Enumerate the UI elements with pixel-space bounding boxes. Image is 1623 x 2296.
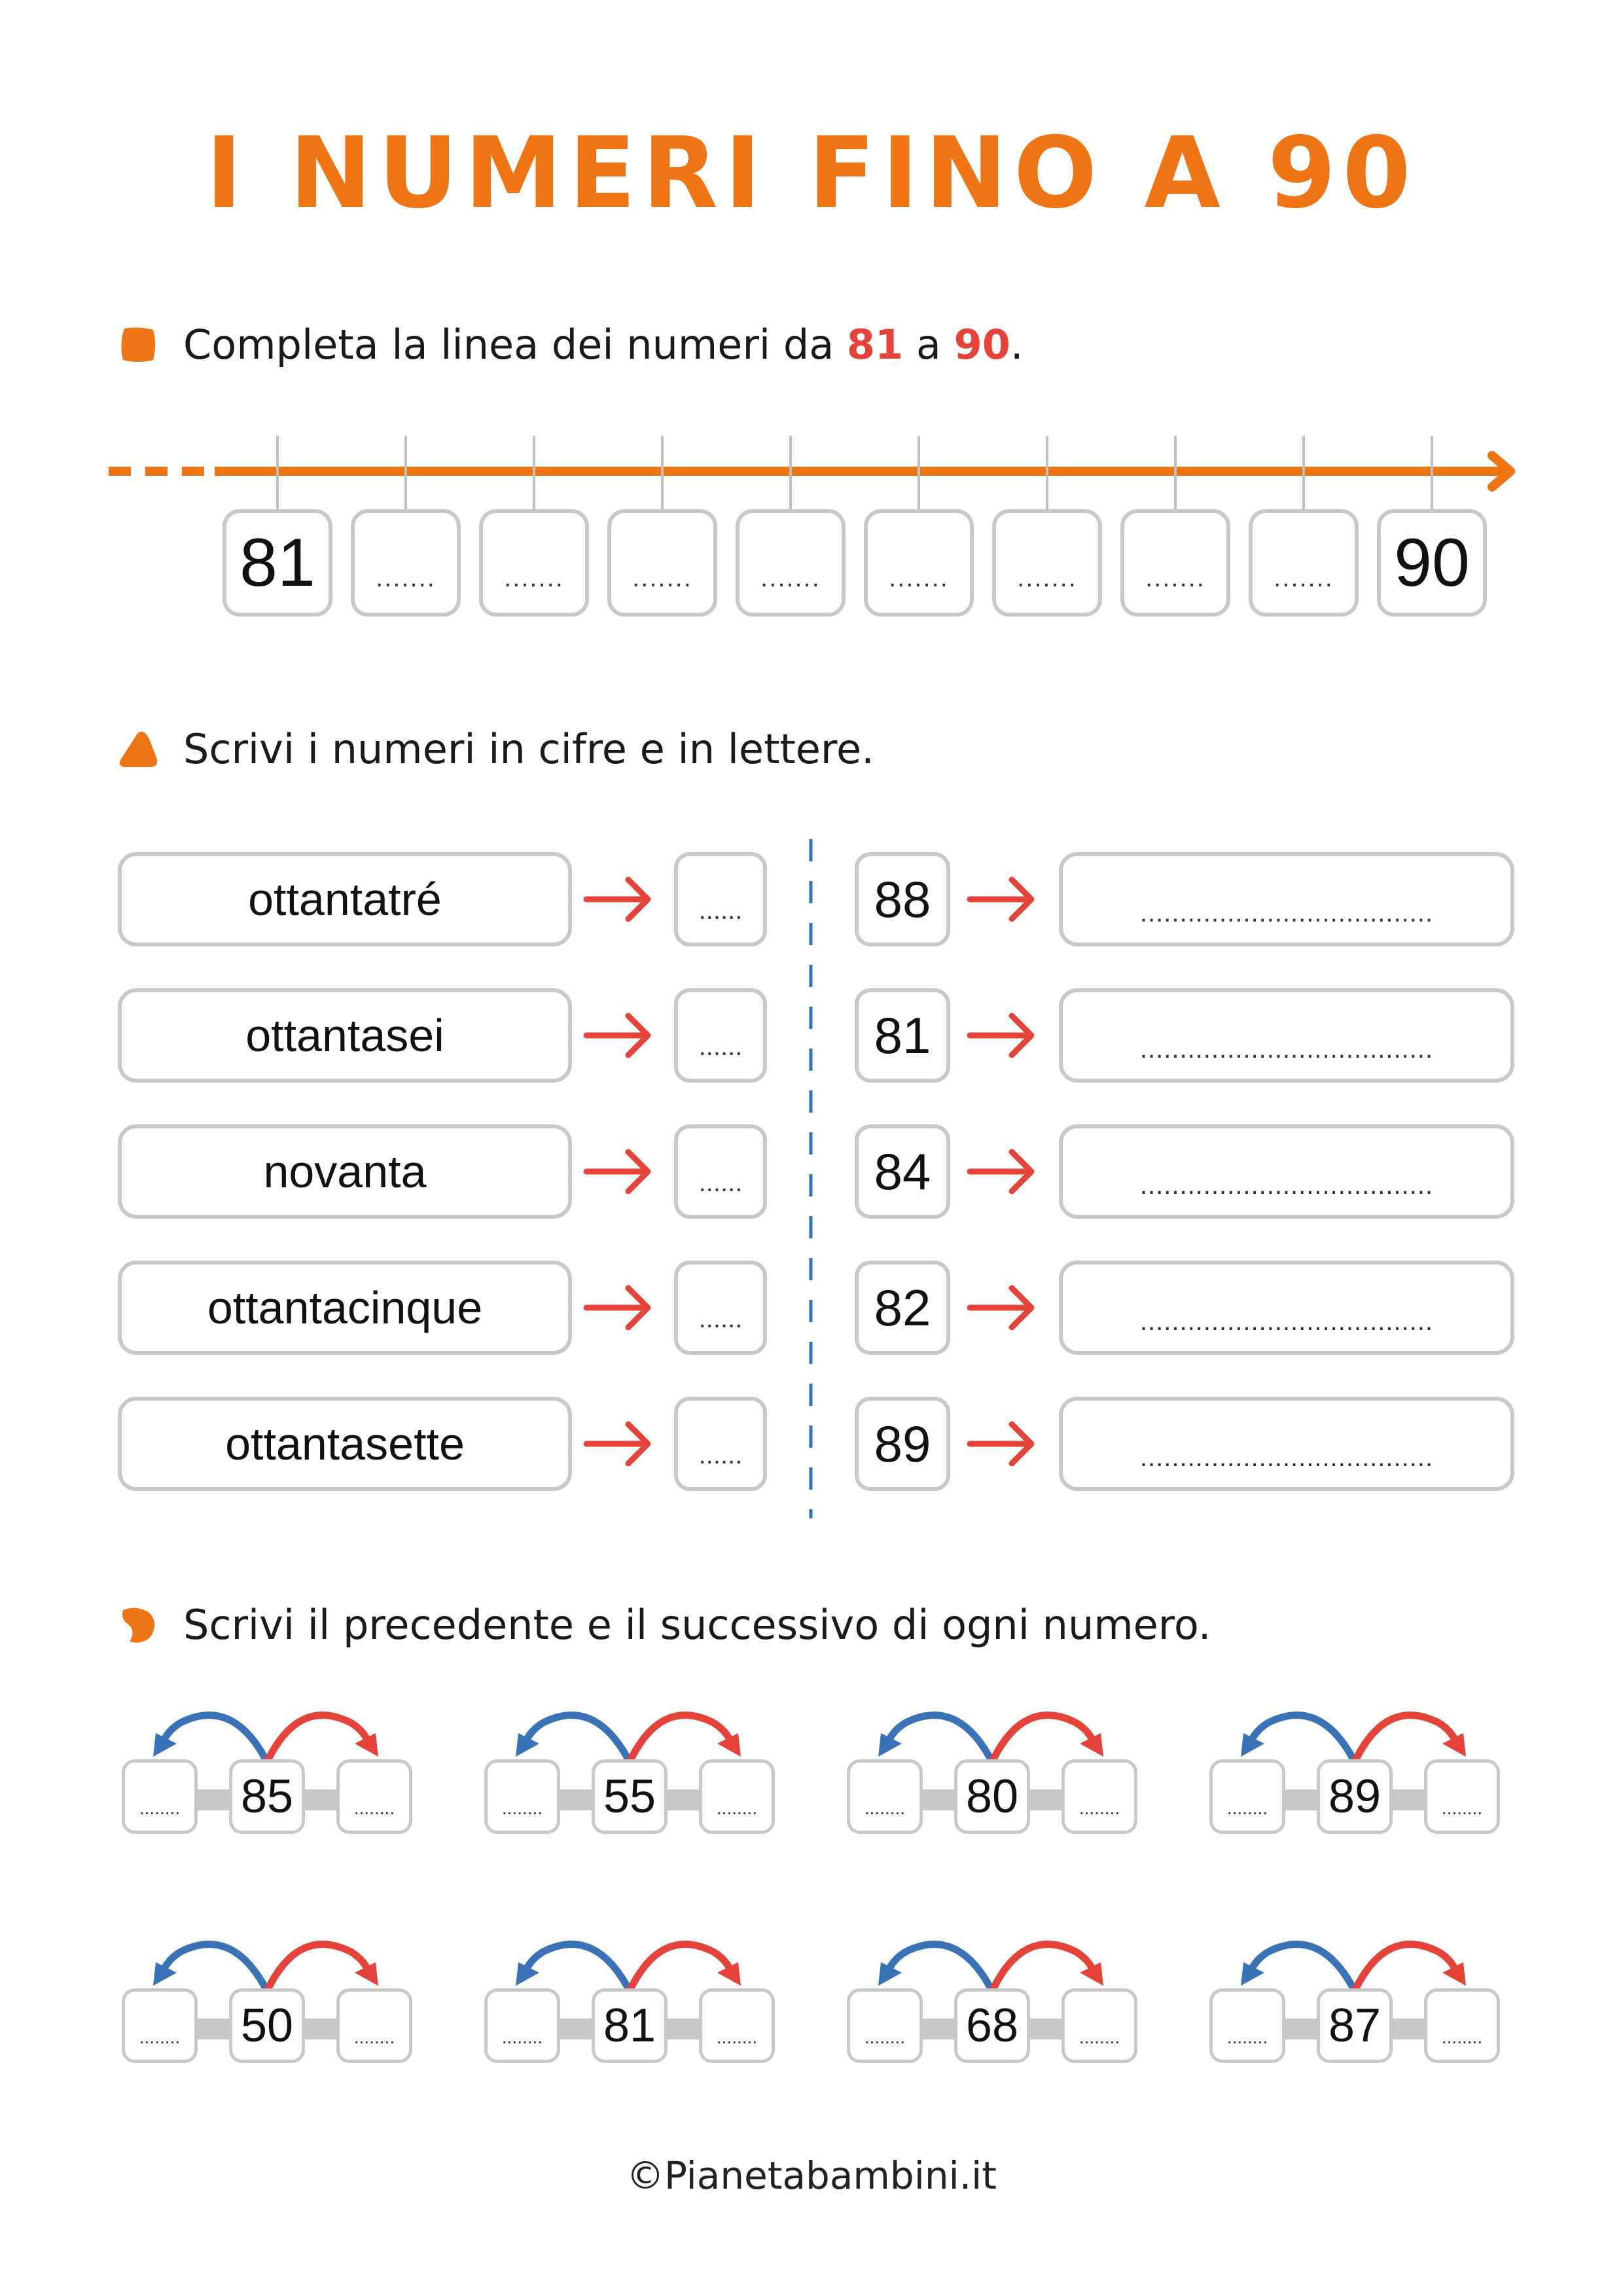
instruction-1 (118, 321, 1024, 368)
back-arc-icon (1250, 1715, 1355, 1762)
neighbor-arcs (847, 1912, 1135, 1998)
range-start: 81 (846, 321, 904, 368)
given-number-box: 81 (592, 1988, 668, 2063)
column-divider (809, 839, 813, 1518)
neighbor-exercise (122, 1912, 410, 2083)
number-word-box: ottantacinque (118, 1261, 572, 1355)
next-answer-box[interactable]: ........ (1061, 1988, 1137, 2063)
neighbor-arcs (484, 1683, 772, 1768)
number-line-answer-box[interactable]: ....... (351, 509, 461, 617)
given-number-box: 89 (1317, 1759, 1393, 1834)
word-answer-box[interactable]: ..................................... (1059, 1261, 1514, 1355)
forward-arc-icon (267, 1945, 369, 1991)
word-answer-box[interactable]: ..................................... (1059, 1397, 1514, 1491)
next-answer-box[interactable]: ........ (1424, 1988, 1500, 2063)
arrow-right-icon (966, 873, 1038, 925)
back-arc-icon (1250, 1945, 1355, 1991)
neighbor-exercise (1209, 1912, 1497, 2083)
number-digit-box: 81 (855, 988, 950, 1083)
neighbor-exercise (847, 1912, 1135, 2083)
number-line-answer-box[interactable]: ....... (607, 509, 717, 617)
neighbor-arcs (122, 1912, 410, 1998)
next-answer-box[interactable]: ........ (1424, 1759, 1500, 1834)
digit-answer-box[interactable]: ...... (674, 1261, 767, 1355)
previous-answer-box[interactable]: ........ (484, 1988, 560, 2063)
back-arc-icon (887, 1945, 992, 1991)
arrow-right-icon (582, 1282, 654, 1334)
next-answer-box[interactable]: ........ (336, 1988, 412, 2063)
previous-answer-box[interactable]: ........ (1209, 1759, 1285, 1834)
previous-answer-box[interactable]: ........ (122, 1759, 198, 1834)
given-number-box: 68 (954, 1988, 1030, 2063)
instruction-2-text: Scrivi i numeri in cifre e in lettere. (183, 725, 874, 773)
square-bullet-icon (118, 325, 158, 365)
next-answer-box[interactable]: ........ (699, 1759, 775, 1834)
arrow-right-icon (582, 1418, 654, 1470)
forward-arc-icon (267, 1715, 369, 1762)
number-digit-box: 89 (855, 1397, 950, 1491)
arrow-right-icon (582, 1009, 654, 1062)
triangle-bullet-icon (118, 729, 158, 770)
arrow-right-icon (582, 1145, 654, 1198)
previous-answer-box[interactable]: ........ (847, 1759, 923, 1834)
arrow-right-icon (966, 1145, 1038, 1198)
number-digit-box: 84 (855, 1124, 950, 1219)
forward-arc-icon (992, 1715, 1094, 1762)
number-line-box: 81 (223, 509, 332, 617)
next-answer-box[interactable]: ........ (336, 1759, 412, 1834)
given-number-box: 85 (229, 1759, 305, 1834)
number-line-answer-box[interactable]: ....... (864, 509, 974, 617)
given-number-box: 87 (1317, 1988, 1393, 2063)
number-digit-box: 88 (855, 852, 950, 946)
digit-answer-box[interactable]: ...... (674, 852, 767, 946)
next-answer-box[interactable]: ........ (699, 1988, 775, 2063)
range-end: 90 (954, 321, 1010, 368)
given-number-box: 80 (954, 1759, 1030, 1834)
neighbor-exercise (484, 1683, 772, 1854)
neighbor-arcs (1209, 1683, 1497, 1768)
digit-answer-box[interactable]: ...... (674, 1397, 767, 1491)
forward-arc-icon (1355, 1945, 1457, 1991)
back-arc-icon (162, 1945, 267, 1991)
round-bullet-icon (118, 1605, 158, 1645)
number-word-box: ottantatré (118, 852, 572, 946)
neighbor-exercise (484, 1912, 772, 2083)
neighbor-exercise (1209, 1683, 1497, 1854)
back-arc-icon (887, 1715, 992, 1762)
arrow-right-icon (966, 1009, 1038, 1062)
arrow-right-icon (966, 1418, 1038, 1470)
instruction-3 (118, 1601, 1211, 1649)
page-title: I NUMERI FINO A 90 (205, 117, 1418, 230)
neighbor-arcs (847, 1683, 1135, 1768)
number-line-answer-box[interactable]: ....... (1249, 509, 1359, 617)
forward-arc-icon (630, 1945, 732, 1991)
number-line (105, 419, 1531, 628)
number-digit-box: 82 (855, 1261, 950, 1355)
back-arc-icon (525, 1715, 630, 1762)
word-answer-box[interactable]: ..................................... (1059, 852, 1514, 946)
back-arc-icon (162, 1715, 267, 1762)
neighbor-arcs (484, 1912, 772, 1998)
footer-credit: ©Pianetabambini.it (626, 2153, 997, 2198)
neighbor-arcs (1209, 1912, 1497, 1998)
number-line-axis (105, 419, 1531, 511)
number-line-answer-box[interactable]: ....... (736, 509, 846, 617)
back-arc-icon (525, 1945, 630, 1991)
number-word-box: ottantasei (118, 988, 572, 1083)
previous-answer-box[interactable]: ........ (1209, 1988, 1285, 2063)
number-word-box: ottantasette (118, 1397, 572, 1491)
previous-answer-box[interactable]: ........ (122, 1988, 198, 2063)
forward-arc-icon (630, 1715, 732, 1762)
given-number-box: 50 (229, 1988, 305, 2063)
instruction-2 (118, 725, 874, 773)
instruction-1-text: Completa la linea dei numeri da 81 a 90. (183, 321, 1024, 368)
previous-answer-box[interactable]: ........ (484, 1759, 560, 1834)
number-word-box: novanta (118, 1124, 572, 1219)
instruction-3-text: Scrivi il precedente e il successivo di ogni numero. (183, 1601, 1211, 1649)
digit-answer-box[interactable]: ...... (674, 988, 767, 1083)
neighbor-exercise (847, 1683, 1135, 1854)
next-answer-box[interactable]: ........ (1061, 1759, 1137, 1834)
arrow-right-icon (582, 873, 654, 925)
given-number-box: 55 (592, 1759, 668, 1834)
number-line-answer-box[interactable]: ....... (479, 509, 589, 617)
previous-answer-box[interactable]: ........ (847, 1988, 923, 2063)
neighbor-arcs (122, 1683, 410, 1768)
digit-answer-box[interactable]: ...... (674, 1124, 767, 1219)
word-answer-box[interactable]: ..................................... (1059, 1124, 1514, 1219)
neighbor-exercise (122, 1683, 410, 1854)
arrow-right-icon (966, 1282, 1038, 1334)
number-line-answer-box[interactable]: ....... (992, 509, 1102, 617)
number-line-answer-box[interactable]: ....... (1120, 509, 1230, 617)
number-line-box: 90 (1377, 509, 1487, 617)
word-answer-box[interactable]: ..................................... (1059, 988, 1514, 1083)
forward-arc-icon (1355, 1715, 1457, 1762)
forward-arc-icon (992, 1945, 1094, 1991)
